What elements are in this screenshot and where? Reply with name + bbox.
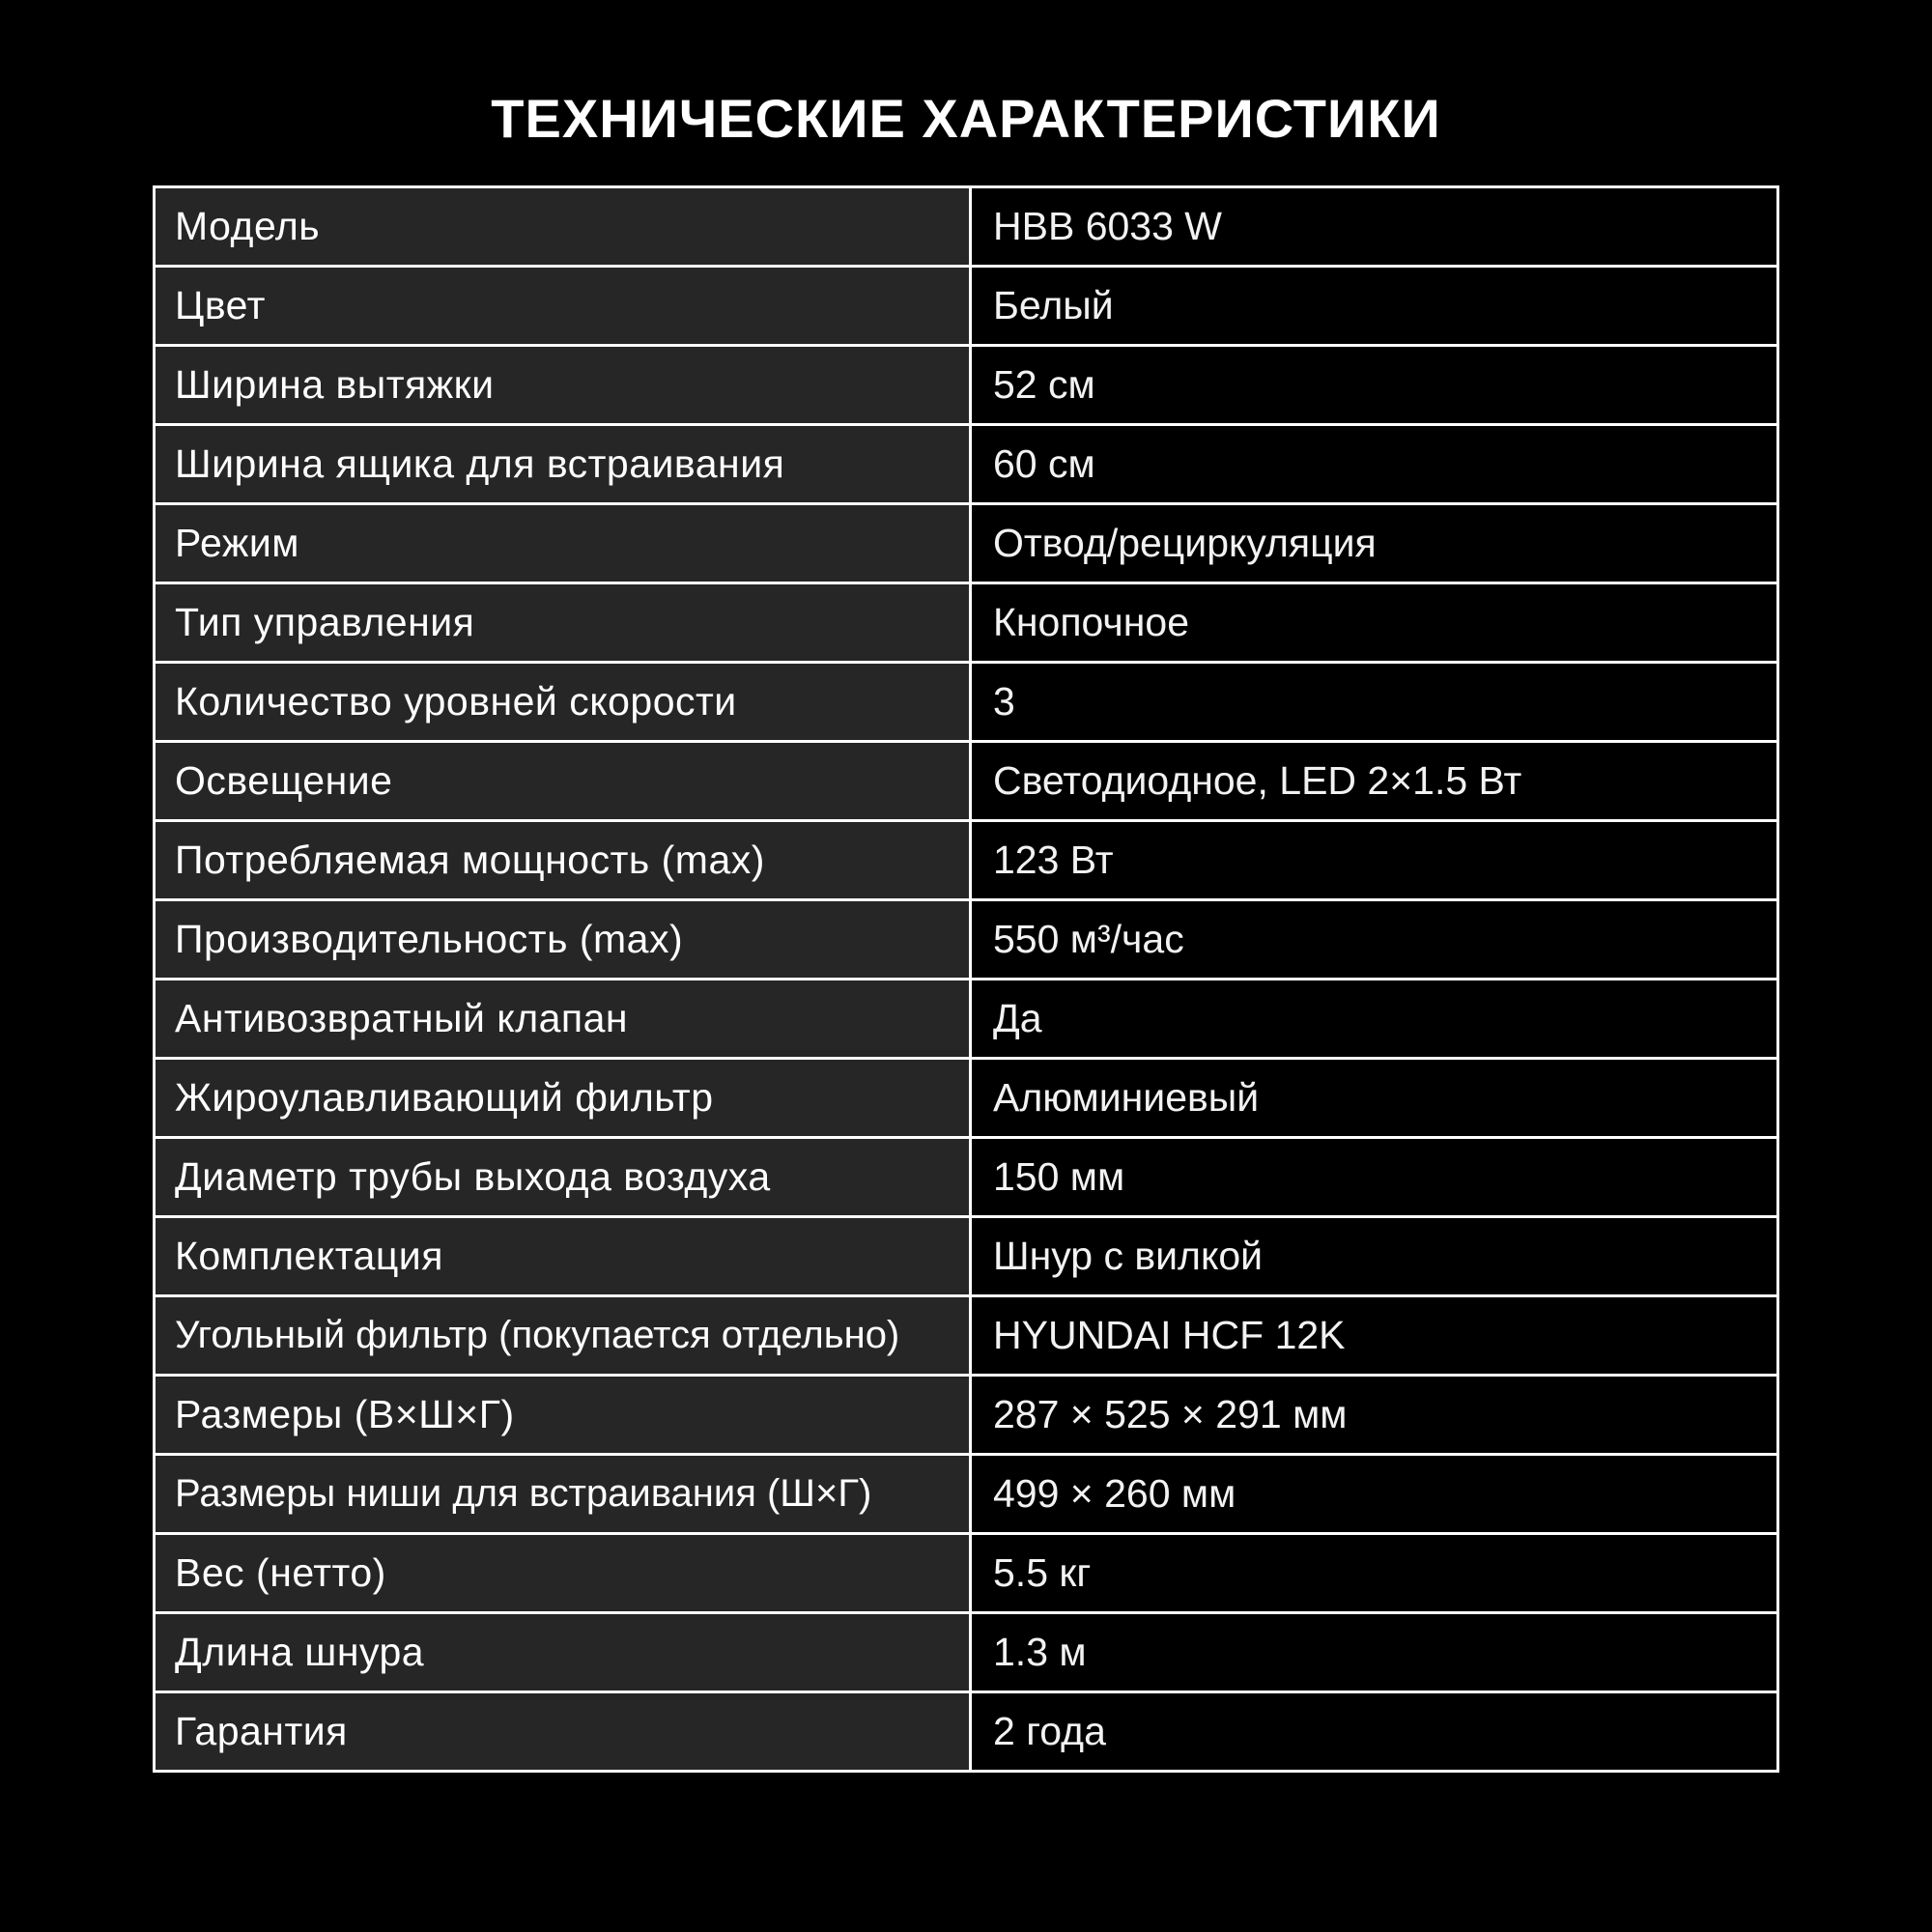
- spec-value-control-type: Кнопочное: [971, 583, 1778, 663]
- spec-value-mode: Отвод/рециркуляция: [971, 504, 1778, 583]
- table-row: [155, 187, 1778, 267]
- spec-value-hood-width: 52 см: [971, 346, 1778, 425]
- spec-label-model: Модель: [155, 187, 971, 267]
- spec-value-power: 123 Вт: [971, 821, 1778, 900]
- spec-value-lighting: Светодиодное, LED 2×1.5 Вт: [971, 742, 1778, 821]
- spec-value-cabinet-width: 60 см: [971, 425, 1778, 504]
- spec-value-grease-filter: Алюминиевый: [971, 1059, 1778, 1138]
- table-row: [155, 742, 1778, 821]
- spec-value-carbon-filter: HYUNDAI HCF 12K: [971, 1296, 1778, 1376]
- spec-label-power: Потребляемая мощность (max): [155, 821, 971, 900]
- spec-value-model: HBB 6033 W: [971, 187, 1778, 267]
- table-row: [155, 425, 1778, 504]
- spec-value-warranty: 2 года: [971, 1692, 1778, 1772]
- spec-value-speed-levels: 3: [971, 663, 1778, 742]
- spec-label-check-valve: Антивозвратный клапан: [155, 980, 971, 1059]
- spec-label-package: Комплектация: [155, 1217, 971, 1296]
- spec-label-airflow: Производительность (max): [155, 900, 971, 980]
- spec-label-niche-dimensions: Размеры ниши для встраивания (Ш×Г): [155, 1455, 971, 1534]
- spec-value-duct-diameter: 150 мм: [971, 1138, 1778, 1217]
- spec-label-lighting: Освещение: [155, 742, 971, 821]
- spec-label-dimensions: Размеры (В×Ш×Г): [155, 1376, 971, 1455]
- table-row: [155, 504, 1778, 583]
- spec-value-cord-length: 1.3 м: [971, 1613, 1778, 1692]
- table-row: [155, 1296, 1778, 1376]
- table-row: [155, 663, 1778, 742]
- spec-label-color: Цвет: [155, 267, 971, 346]
- table-row: [155, 1692, 1778, 1772]
- spec-label-weight: Вес (нетто): [155, 1534, 971, 1613]
- table-row: [155, 821, 1778, 900]
- table-row: [155, 1455, 1778, 1534]
- table-row: [155, 1217, 1778, 1296]
- spec-value-dimensions: 287 × 525 × 291 мм: [971, 1376, 1778, 1455]
- spec-label-speed-levels: Количество уровней скорости: [155, 663, 971, 742]
- table-row: [155, 267, 1778, 346]
- table-row: [155, 1059, 1778, 1138]
- spec-label-cord-length: Длина шнура: [155, 1613, 971, 1692]
- spec-table: [153, 185, 1779, 1773]
- spec-label-hood-width: Ширина вытяжки: [155, 346, 971, 425]
- table-row: [155, 1613, 1778, 1692]
- spec-value-color: Белый: [971, 267, 1778, 346]
- spec-label-control-type: Тип управления: [155, 583, 971, 663]
- table-row: [155, 346, 1778, 425]
- spec-label-mode: Режим: [155, 504, 971, 583]
- table-row: [155, 1376, 1778, 1455]
- table-row: [155, 583, 1778, 663]
- page-title: ТЕХНИЧЕСКИЕ ХАРАКТЕРИСТИКИ: [491, 88, 1441, 149]
- spec-value-niche-dimensions: 499 × 260 мм: [971, 1455, 1778, 1534]
- spec-label-cabinet-width: Ширина ящика для встраивания: [155, 425, 971, 504]
- table-row: [155, 980, 1778, 1059]
- spec-label-grease-filter: Жироулавливающий фильтр: [155, 1059, 971, 1138]
- spec-label-carbon-filter: Угольный фильтр (покупается отдельно): [155, 1296, 971, 1376]
- spec-value-weight: 5.5 кг: [971, 1534, 1778, 1613]
- table-row: [155, 900, 1778, 980]
- spec-value-airflow: 550 м³/час: [971, 900, 1778, 980]
- spec-label-warranty: Гарантия: [155, 1692, 971, 1772]
- table-row: [155, 1534, 1778, 1613]
- table-row: [155, 1138, 1778, 1217]
- spec-value-package: Шнур с вилкой: [971, 1217, 1778, 1296]
- spec-value-check-valve: Да: [971, 980, 1778, 1059]
- spec-label-duct-diameter: Диаметр трубы выхода воздуха: [155, 1138, 971, 1217]
